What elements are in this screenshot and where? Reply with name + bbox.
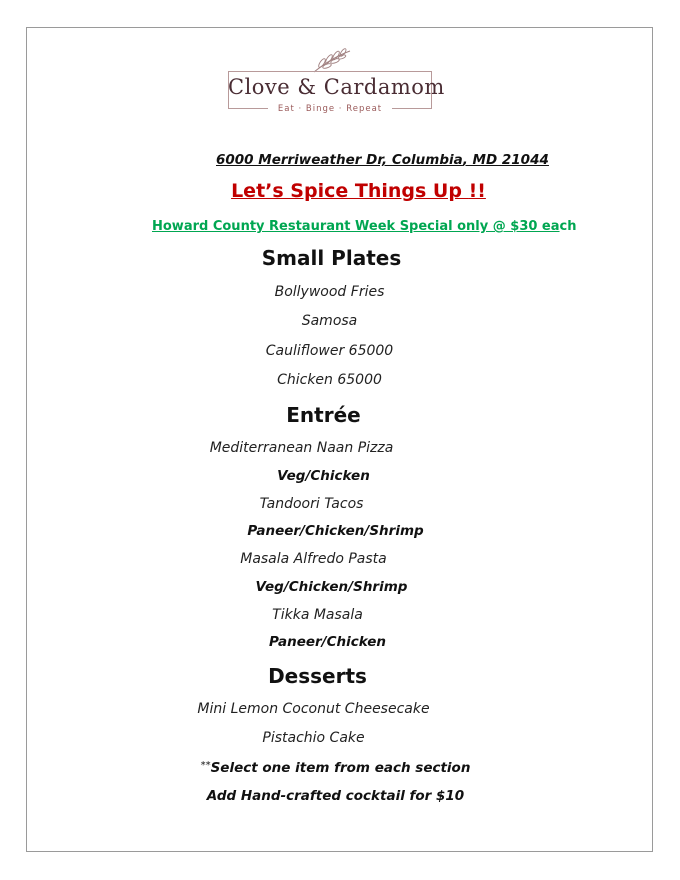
menu-item: Cauliflower 65000 (265, 343, 394, 359)
address-street: 6000 Merriweather Dr, Columbia (216, 152, 463, 168)
menu-item-options: Paneer/Chicken/Shrimp (247, 523, 424, 539)
selection-note (22, 760, 649, 776)
menu-item-options: Veg/Chicken (277, 468, 370, 484)
restaurant-address (216, 152, 549, 168)
selection-note-prefix: ** (200, 760, 211, 771)
cocktail-note: Add Hand-crafted cocktail for $10 (206, 788, 465, 804)
restaurant-week-special (152, 219, 577, 234)
menu-item: Tandoori Tacos (259, 496, 364, 512)
special-tail: ch (559, 219, 577, 234)
special-underlined: Howard County Restaurant Week Special only @ $30 ea (152, 219, 560, 234)
section-title-small-plates: Small Plates (261, 246, 402, 270)
restaurant-logo (228, 48, 445, 126)
menu-item-options: Veg/Chicken/Shrimp (255, 579, 408, 595)
section-title-entree: Entrée (286, 403, 361, 427)
section-title-desserts: Desserts (268, 664, 367, 688)
menu-item: Samosa (301, 313, 358, 329)
menu-item: Bollywood Fries (274, 284, 385, 300)
menu-item-options: Paneer/Chicken (268, 634, 387, 650)
headline-bang: !! (468, 180, 486, 202)
menu-item: Masala Alfredo Pasta (240, 551, 387, 567)
menu-item: Mini Lemon Coconut Cheesecake (197, 701, 430, 717)
logo-tagline: Eat · Binge · Repeat (268, 104, 392, 114)
selection-note-text: Select one item from each section (210, 760, 471, 776)
menu-item: Chicken 65000 (277, 372, 382, 388)
address-rest: , MD 21044 (462, 152, 549, 168)
headline-main: Let’s Spice Things Up (231, 180, 469, 202)
logo-name: Clove & Cardamom (228, 75, 445, 99)
menu-item: Mediterranean Naan Pizza (209, 440, 394, 456)
menu-item: Pistachio Cake (262, 730, 365, 746)
headline (26, 180, 653, 202)
menu-item: Tikka Masala (272, 607, 363, 623)
